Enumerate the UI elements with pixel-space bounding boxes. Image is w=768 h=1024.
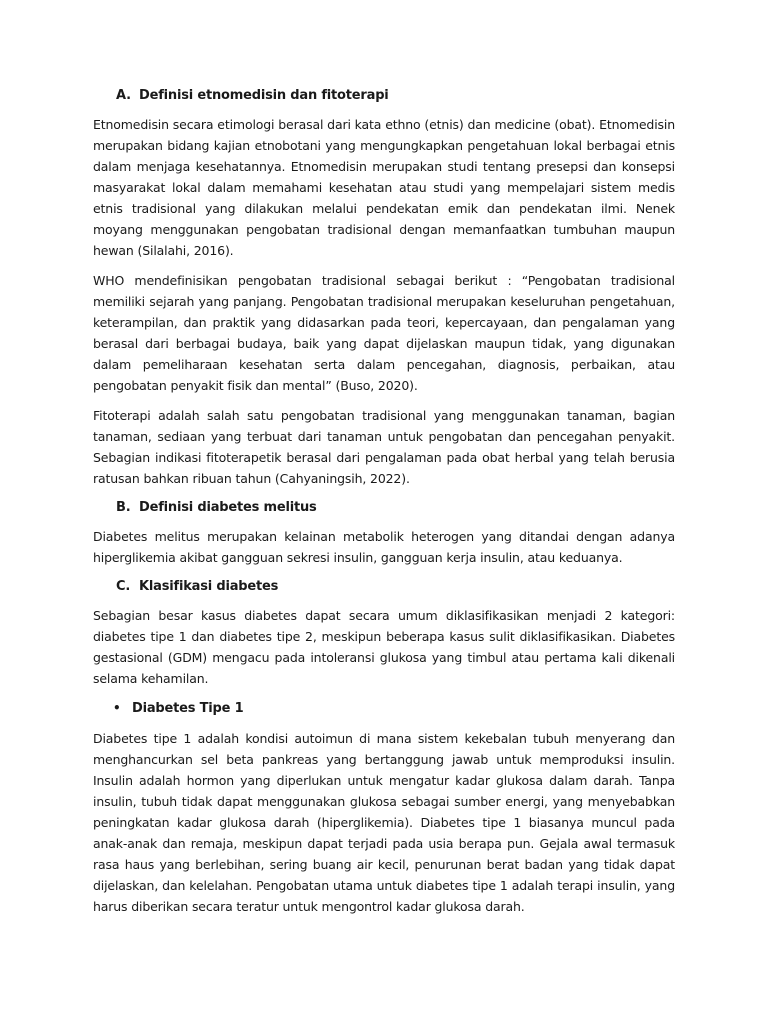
section-a-heading xyxy=(93,86,675,106)
section-b-letter: B. xyxy=(116,500,131,515)
section-a-letter: A. xyxy=(116,88,131,103)
section-a-paragraph-1: Etnomedisin secara etimologi berasal dari kata ethno (etnis) dan medicine (obat). Etnomedisin merupakan bidang kajian etnobotani yang mengungkapkan pengetahuan lokal berbagai etnis dalam menjaga kesehatannya. Etnomedisin merupakan studi tentang presepsi dan konsepsi masyarakat lokal dalam memahami kesehatan atau studi yang mempelajari sistem medis etnis tradisional yang dilakukan melalui pendekatan emik dan pendekatan ilmi. Nenek moyang menggunakan pengobatan tradisional dengan memanfaatkan tumbuhan maupun hewan (Silalahi, 2016). xyxy=(93,117,675,258)
document-body xyxy=(93,86,675,926)
bullet-tipe1-paragraph-1: Diabetes tipe 1 adalah kondisi autoimun di mana sistem kekebalan tubuh menyerang dan menghancurkan sel beta pankreas yang bertanggung jawab untuk memproduksi insulin. Insulin adalah hormon yang diperlukan untuk mengatur kadar glukosa dalam darah. Tanpa insulin, tubuh tidak dapat menggunakan glukosa sebagai sumber energi, yang menyebabkan peningkatan kadar glukosa darah (hiperglikemia). Diabetes tipe 1 biasanya muncul pada anak-anak dan remaja, meskipun dapat terjadi pada usia berapa pun. Gejala awal termasuk rasa haus yang berlebihan, sering buang air kecil, penurunan berat badan yang tidak dapat dijelaskan, dan kelelahan. Pengobatan utama untuk diabetes tipe 1 adalah terapi insulin, yang harus diberikan secara teratur untuk mengontrol kadar glukosa darah. xyxy=(93,731,675,914)
section-a-title: Definisi etnomedisin dan fitoterapi xyxy=(139,88,389,103)
section-a-paragraph-2: WHO mendefinisikan pengobatan tradisional sebagai berikut : “Pengobatan tradisional memiliki sejarah yang panjang. Pengobatan tradisional merupakan keseluruhan pengetahuan, keterampilan, dan praktik yang didasarkan pada teori, kepercayaan, dan pengalaman yang berasal dari berbagai budaya, baik yang dapat dijelaskan maupun tidak, yang digunakan dalam pemeliharaan kesehatan serta dalam pencegahan, diagnosis, perbaikan, atau pengobatan penyakit fisik dan mental” (Buso, 2020). xyxy=(93,273,675,393)
section-b-heading xyxy=(93,498,675,518)
section-b-title: Definisi diabetes melitus xyxy=(139,500,317,515)
bullet-tipe1-heading xyxy=(93,698,675,719)
bullet-icon: • xyxy=(113,701,121,715)
section-c-heading xyxy=(93,577,675,597)
bullet-tipe1-title: Diabetes Tipe 1 xyxy=(132,701,244,716)
section-c-title: Klasifikasi diabetes xyxy=(139,579,279,594)
section-a-paragraph-3: Fitoterapi adalah salah satu pengobatan tradisional yang menggunakan tanaman, bagian tanaman, sediaan yang terbuat dari tanaman untuk pengobatan dan pencegahan penyakit. Sebagian indikasi fitoterapetik berasal dari pengalaman pada obat herbal yang telah berusia ratusan bahkan ribuan tahun (Cahyaningsih, 2022). xyxy=(93,408,675,486)
section-c-paragraph-1: Sebagian besar kasus diabetes dapat secara umum diklasifikasikan menjadi 2 kategori: diabetes tipe 1 dan diabetes tipe 2, meskipun beberapa kasus sulit diklasifikasikan. Diabetes gestasional (GDM) mengacu pada intoleransi glukosa yang timbul atau pertama kali dikenali selama kehamilan. xyxy=(93,608,675,686)
section-b-paragraph-1: Diabetes melitus merupakan kelainan metabolik heterogen yang ditandai dengan adanya hiperglikemia akibat gangguan sekresi insulin, gangguan kerja insulin, atau keduanya. xyxy=(93,529,675,565)
section-c-letter: C. xyxy=(116,579,131,594)
